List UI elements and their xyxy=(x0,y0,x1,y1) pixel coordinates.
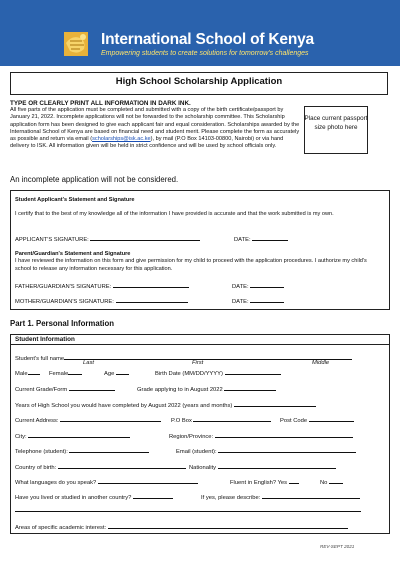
region-label: Region/Province: xyxy=(169,434,214,440)
incomplete-note: An incomplete application will not be considered. xyxy=(10,175,179,184)
current-address-field[interactable] xyxy=(15,415,161,424)
city-field[interactable] xyxy=(15,431,130,440)
instructions-body: All five parts of the application must be completed and submitted with a copy of the birth certificate/passport by January 21, 2022. Incomplete applications will not be forwarded to the scholarship committee. This Scholarship application form has been designed to give each applicant fair and equal consideration. Scholarships awarded by the International School of Kenya are based on financial need and student merit. Please complete the form as accurately as possible and return via email ( xyxy=(10,107,300,143)
father-date-label: DATE: xyxy=(232,284,249,290)
years-high-school-field[interactable] xyxy=(15,400,316,409)
mother-date-field[interactable] xyxy=(232,296,284,305)
birth-date-field[interactable] xyxy=(155,368,281,377)
school-logo-icon xyxy=(62,29,92,59)
describe-label: If yes, please describe: xyxy=(201,495,261,501)
school-tagline: Empowering students to create solutions for tomorrow's challenges xyxy=(101,50,309,57)
email-label: Email (student): xyxy=(176,449,217,455)
city-label: City: xyxy=(15,434,27,440)
female-label: Female xyxy=(49,371,69,377)
applicant-signature-label: APPLICANT'S SIGNATURE: xyxy=(15,237,89,243)
student-info-heading: Student Information xyxy=(15,336,75,343)
last-name-caption: Last xyxy=(83,360,94,366)
birth-date-label: Birth Date (MM/DD/YYYY) xyxy=(155,371,223,377)
country-of-birth-field[interactable] xyxy=(15,462,186,471)
middle-name-caption: Middle xyxy=(312,360,330,366)
telephone-label: Telephone (student): xyxy=(15,449,68,455)
male-label: Male xyxy=(15,371,28,377)
full-name-field[interactable] xyxy=(15,353,352,362)
student-statement-heading: Student Applicant's Statement and Signature xyxy=(15,197,135,203)
parent-statement-text: I have reviewed the information on this form and give permission for my child to proceed with the application procedures. I authorize my child's school to release any information necessary for this application. xyxy=(15,258,367,272)
instructions-heading: TYPE OR CLEARLY PRINT ALL INFORMATION IN DARK INK. xyxy=(10,100,191,107)
signature-section xyxy=(10,190,390,310)
instructions-text xyxy=(10,107,300,151)
student-statement-text: I certify that to the best of my knowledge all of the information I have provided is accurate and that the work submitted is my own. xyxy=(15,211,334,217)
academic-interest-label: Areas of specific academic interest: xyxy=(15,525,107,531)
father-signature-field[interactable] xyxy=(15,281,189,290)
current-grade-field[interactable] xyxy=(15,384,115,393)
photo-box-label: Place current passport size photo here xyxy=(304,115,368,131)
instructions-body-end: ), by mail (P.O Box 14103-00800, Nairobi) or via hand delivery to ISK. All information given will be held in strict confidence and will be used by school officials only. xyxy=(10,136,284,150)
languages-field[interactable] xyxy=(15,477,198,486)
applicant-date-field[interactable] xyxy=(234,234,288,243)
country-of-birth-label: Country of birth: xyxy=(15,465,57,471)
fluent-no-label: No xyxy=(320,480,328,486)
grade-applying-field[interactable] xyxy=(137,384,276,393)
mother-signature-field[interactable] xyxy=(15,296,188,305)
lived-abroad-describe-field[interactable] xyxy=(201,492,360,501)
mother-signature-label: MOTHER/GUARDIAN'S SIGNATURE: xyxy=(15,299,114,305)
age-field[interactable] xyxy=(104,368,129,377)
father-signature-label: FATHER/GUARDIAN'S SIGNATURE: xyxy=(15,284,112,290)
full-name-label: Student's full name xyxy=(15,356,65,362)
female-field[interactable] xyxy=(49,368,82,377)
male-field[interactable] xyxy=(15,368,40,377)
current-grade-label: Current Grade/Form xyxy=(15,387,68,393)
applicant-signature-field[interactable] xyxy=(15,234,200,243)
parent-statement-heading: Parent/Guardian's Statement and Signature xyxy=(15,251,131,257)
mother-date-label: DATE: xyxy=(232,299,249,305)
academic-interest-field[interactable] xyxy=(15,522,348,531)
fluent-label: Fluent in English? Yes xyxy=(230,480,288,486)
describe-continuation-line[interactable] xyxy=(15,511,361,512)
region-field[interactable] xyxy=(169,431,353,440)
years-high-school-label: Years of High School you would have completed by August 2022 (years and months) xyxy=(15,403,233,409)
revision-footer: REV-SEPT 2021 xyxy=(320,544,355,549)
fluent-yes-field[interactable] xyxy=(230,477,299,486)
po-box-field[interactable] xyxy=(171,415,271,424)
lived-abroad-field[interactable] xyxy=(15,492,173,501)
first-name-caption: First xyxy=(192,360,204,366)
page-title: High School Scholarship Application xyxy=(115,76,283,87)
nationality-label: Nationality xyxy=(189,465,217,471)
lived-abroad-label: Have you lived or studied in another country? xyxy=(15,495,132,501)
telephone-field[interactable] xyxy=(15,446,149,455)
age-label: Age xyxy=(104,371,115,377)
section-divider xyxy=(10,344,390,345)
post-code-label: Post Code xyxy=(280,418,308,424)
nationality-field[interactable] xyxy=(189,462,336,471)
part1-heading: Part 1. Personal Information xyxy=(10,319,114,328)
school-name: International School of Kenya xyxy=(101,31,314,48)
email-field[interactable] xyxy=(176,446,356,455)
po-box-label: P.O Box xyxy=(171,418,192,424)
post-code-field[interactable] xyxy=(280,415,354,424)
father-date-field[interactable] xyxy=(232,281,284,290)
email-link[interactable]: scholarships@isk.ac.ke xyxy=(92,136,151,143)
applicant-date-label: DATE: xyxy=(234,237,251,243)
languages-label: What languages do you speak? xyxy=(15,480,97,486)
current-address-label: Current Address: xyxy=(15,418,59,424)
fluent-no-field[interactable] xyxy=(320,477,343,486)
grade-applying-label: Grade applying to in August 2022 xyxy=(137,387,223,393)
